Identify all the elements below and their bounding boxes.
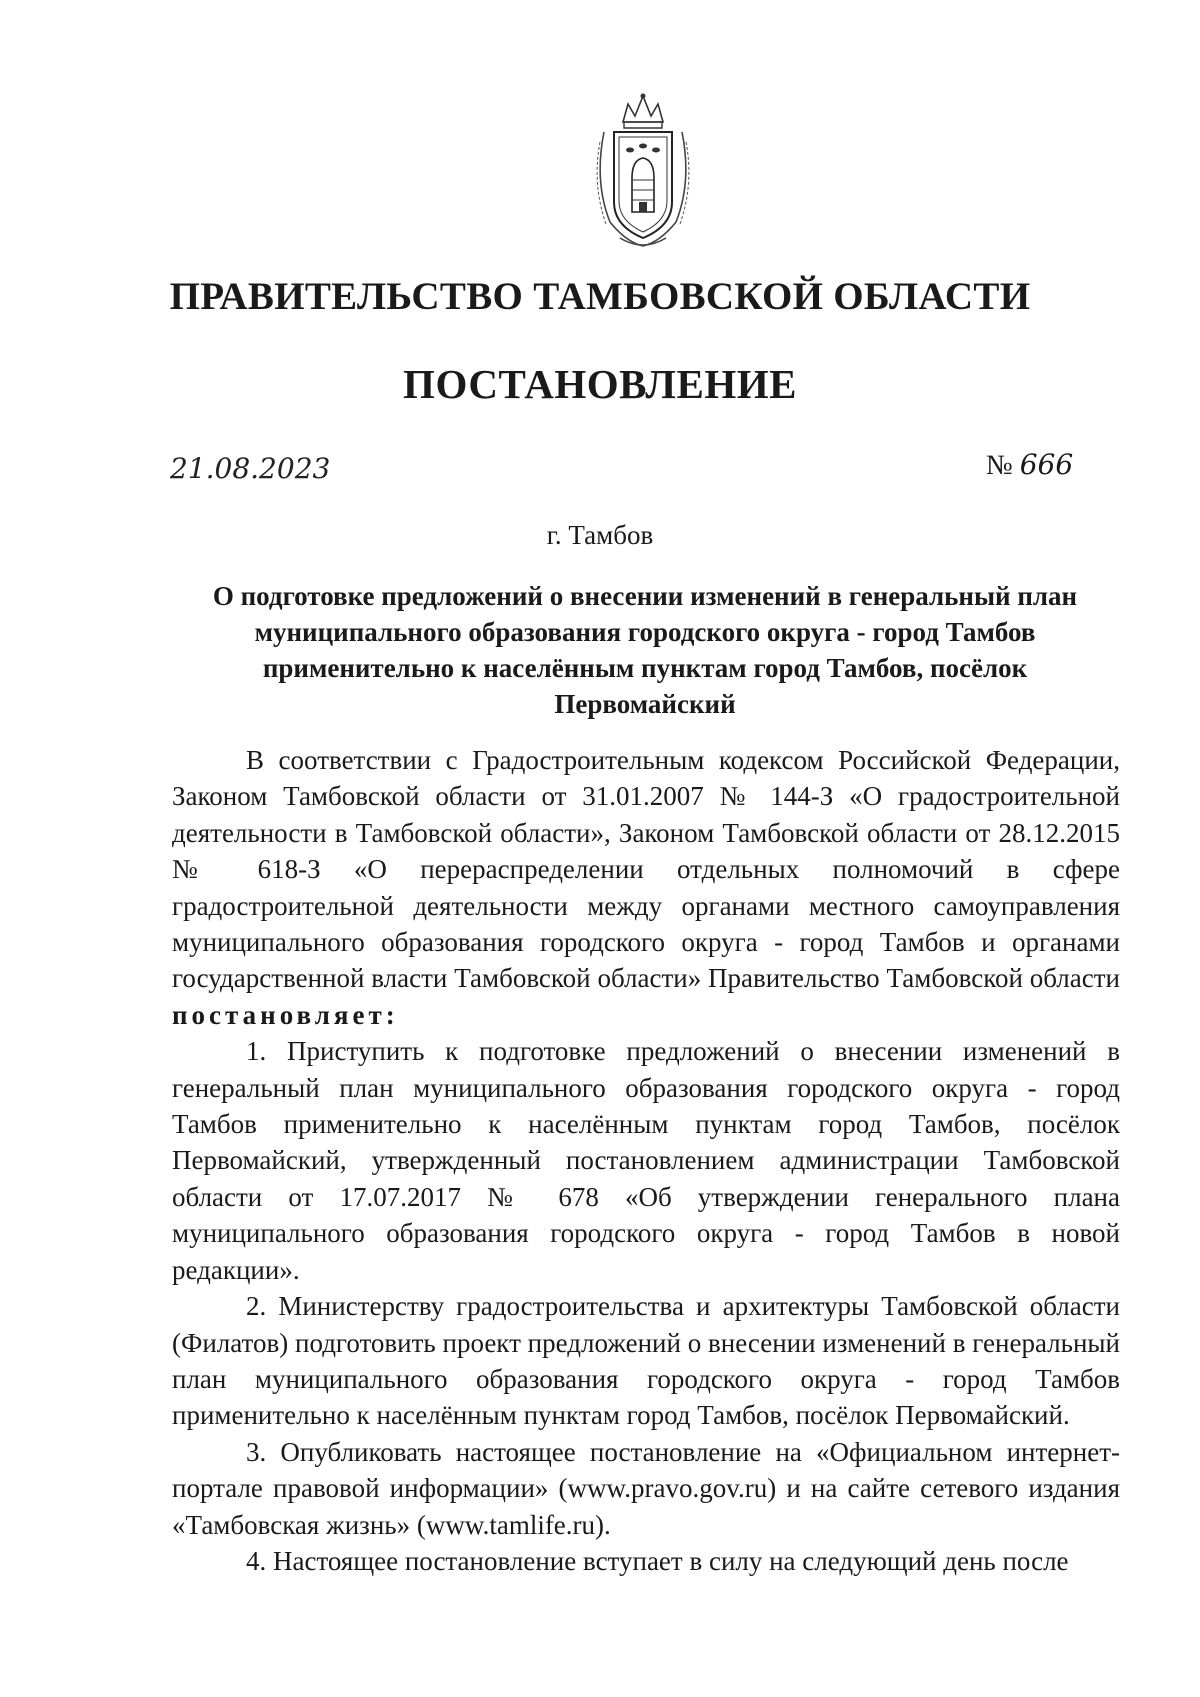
- item-2: 2. Министерству градостроительства и архитектуры Тамбовской области (Филатов) подготовить проект предложений о внесении изменений в генеральный план муниципального образования городского округа - город Тамбов применительно к населённым пунктам город Тамбов, посёлок Первомайский.: [172, 1291, 1120, 1431]
- number-sign: №: [986, 450, 1013, 481]
- organization-name: ПРАВИТЕЛЬСТВО ТАМБОВСКОЙ ОБЛАСТИ: [169, 275, 1031, 318]
- document-title: О подготовке предложений о внесении изменений в генеральный план муниципального образования городского округа - город Тамбов применительно к населённым пунктам город Тамбов, посёлок Первомайский: [212, 581, 1078, 719]
- item-3: 3. Опубликовать настоящее постановление на «Официальном интернет-портале правовой информации» (www.pravo.gov.ru) и на сайте сетевого издания «Тамбовская жизнь» (www.tamlife.ru).: [172, 1436, 1120, 1540]
- document-number: [986, 448, 1073, 482]
- preamble-paragraph: [172, 742, 1120, 1033]
- decree-word: постановляет:: [172, 999, 399, 1030]
- document-date: 21.08.2023: [170, 452, 331, 485]
- city: г. Тамбов: [546, 520, 654, 550]
- preamble-text: В соответствии с Градостроительным кодексом Российской Федерации, Законом Тамбовской области от 31.01.2007 № 144-З «О градостроительной деятельности в Тамбовской области», Законом Тамбовской области от 28.12.2015 № 618-З «О перераспределении отдельных полномочий в сфере градостроительной деятельности между органами местного самоуправления муниципального образования городского округа - город Тамбов и органами государственной власти Тамбовской области» Правительство Тамбовской области: [172, 745, 1120, 994]
- document-type: ПОСТАНОВЛЕНИЕ: [403, 361, 797, 407]
- document-body: [172, 742, 1120, 1579]
- item-4: 4. Настоящее постановление вступает в силу на следующий день после: [246, 1545, 1069, 1576]
- item-1: 1. Приступить к подготовке предложений о внесении изменений в генеральный план муниципального образования городского округа - город Тамбов применительно к населённым пунктам город Тамбов, посёлок Первомайский, утвержденный постановлением администрации Тамбовской области от 17.07.2017 № 678 «Об утверждении генерального плана муниципального образования городского округа - город Тамбов в новой редакции».: [172, 1036, 1120, 1285]
- number-value: 666: [1019, 448, 1074, 481]
- coat-of-arms-icon: [590, 92, 696, 252]
